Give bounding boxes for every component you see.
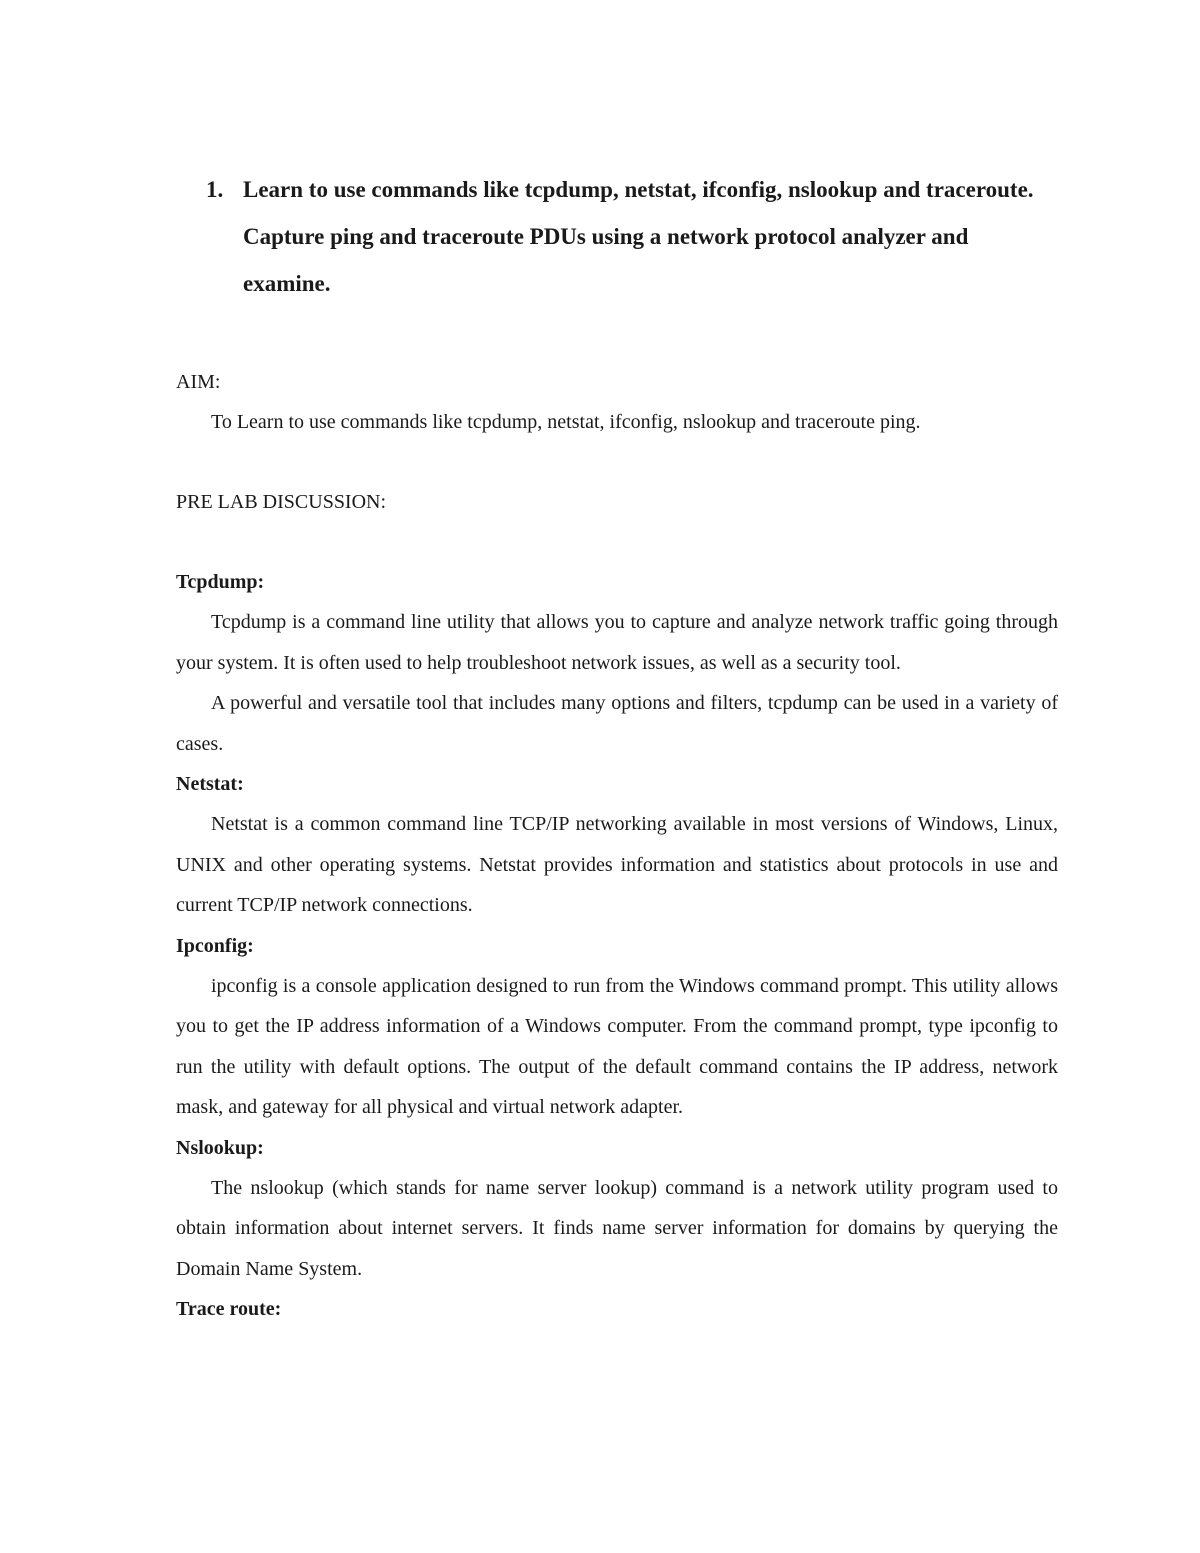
nslookup-paragraph: The nslookup (which stands for name server lookup) command is a network utility program used to obtain information about internet servers. It finds name server information for domains by querying the Domain Name System. — [176, 1176, 1058, 1280]
task-title-text: Learn to use commands like tcpdump, netstat, ifconfig, nslookup and traceroute. Capture ping and traceroute PDUs using a network protocol analyzer and examine. — [243, 177, 1034, 296]
task-number: 1. — [206, 177, 224, 202]
aim-text: To Learn to use commands like tcpdump, netstat, ifconfig, nslookup and traceroute ping. — [211, 411, 921, 433]
spacer — [176, 442, 1058, 482]
netstat-paragraph: Netstat is a common command line TCP/IP networking available in most versions of Windows, Linux, UNIX and other operating systems. Netstat provides information and statistics about protocols in use and current TCP/IP network connections. — [176, 813, 1058, 916]
spacer — [176, 522, 1058, 562]
ipconfig-heading: Ipconfig: — [176, 934, 254, 957]
tcpdump-paragraph-1: Tcpdump is a command line utility that allows you to capture and analyze network traffic going through your system. It is often used to help troubleshoot network issues, as well as a security tool. — [176, 611, 1058, 674]
traceroute-heading: Trace route: — [176, 1298, 282, 1320]
ipconfig-paragraph: ipconfig is a console application designed to run from the Windows command prompt. This utility allows you to get the IP address information of a Windows computer. From the command prompt, type ipconfig to run the utility with default options. The output of the default command contains the IP address, network mask, and gateway for all physical and virtual network adapter. — [176, 974, 1058, 1118]
pre-lab-heading: PRE LAB DISCUSSION: — [176, 491, 387, 513]
netstat-heading: Netstat: — [176, 773, 244, 795]
nslookup-heading: Nslookup: — [176, 1136, 264, 1159]
tcpdump-heading: Tcpdump: — [176, 571, 265, 593]
document-body — [176, 362, 1058, 1329]
tcpdump-paragraph-2: A powerful and versatile tool that includes many options and filters, tcpdump can be used in a variety of cases. — [176, 692, 1058, 755]
aim-heading: AIM: — [176, 371, 221, 393]
